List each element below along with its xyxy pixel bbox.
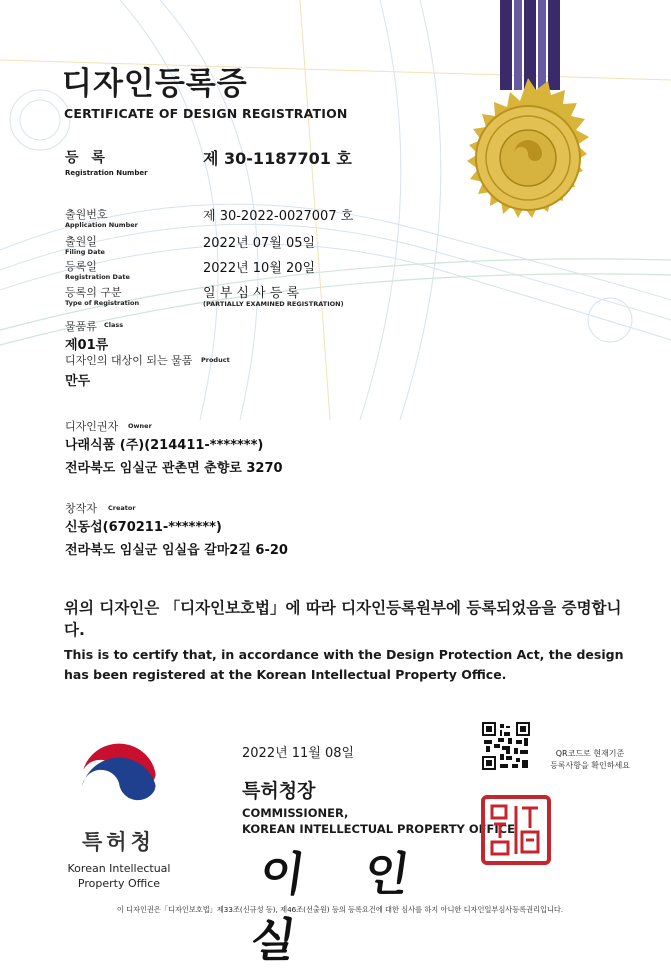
issue-date: 2022년 11월 08일 (242, 746, 355, 761)
owner-name: 나래식품 (주)(214411-*******) (65, 438, 264, 453)
type-label-en: Type of Registration (65, 299, 140, 307)
authority-en-2: KOREAN INTELLECTUAL PROPERTY OFFICE (242, 822, 515, 836)
creator-label: 창작자 (65, 502, 97, 515)
qr-code-icon (482, 722, 530, 770)
owner-label-en: Owner (128, 422, 152, 430)
office-name-ko: 특허청 (82, 830, 155, 854)
application-number: 제 30-2022-0027007 호 (203, 209, 354, 224)
office-name-en-1: Korean Intellectual (67, 862, 171, 875)
application-label: 출원번호 (65, 208, 108, 221)
creator-name: 신동섭(670211-*******) (65, 520, 222, 535)
authority-en-1: COMMISSIONER, (242, 806, 349, 820)
creator-address: 전라북도 임실군 임실읍 갈마2길 6-20 (65, 543, 288, 558)
authority-ko: 특허청장 (242, 780, 316, 802)
qr-note-2: 등록사항을 확인하세요 (550, 761, 630, 770)
document-subtitle: CERTIFICATE OF DESIGN REGISTRATION (64, 106, 348, 121)
filing-label: 출원일 (65, 235, 97, 248)
gold-seal-medal (448, 0, 608, 245)
registration-type: 일 부 심 사 등 록 (203, 286, 300, 301)
registration-date-label-en: Registration Date (65, 273, 130, 281)
signature-text: 이 인 실 (247, 847, 435, 967)
commissioner-signature (247, 838, 456, 967)
registration-type-en: (PARTIALLY EXAMINED REGISTRATION) (203, 300, 344, 308)
footer-note: 이 디자인권은「디자인보호법」제33조(신규성 등), 제46조(선출원) 등의 등록요건에 대한 심사를 하지 아니한 디자인일부심사등록권리입니다. (116, 905, 564, 914)
owner-address: 전라북도 임실군 관촌면 춘향로 3270 (65, 461, 283, 476)
registration-date-label: 등록일 (65, 260, 97, 273)
office-name-en-2: Property Office (77, 877, 161, 890)
kipo-emblem-icon (74, 735, 164, 825)
registration-label: 등 록 (65, 150, 109, 166)
certification-statement-ko: 위의 디자인은 「디자인보호법」에 따라 디자인등록원부에 등록되었음을 증명합니다. (64, 599, 622, 639)
registration-date: 2022년 10월 20일 (203, 261, 316, 276)
registration-label-en: Registration Number (65, 169, 148, 177)
class-label-en: Class (104, 321, 124, 329)
document-title: 디자인등록증 (62, 66, 248, 102)
product-label: 디자인의 대상이 되는 물품 (65, 354, 193, 367)
official-red-seal (480, 794, 552, 866)
filing-label-en: Filing Date (65, 248, 105, 256)
owner-label: 디자인권자 (65, 420, 119, 433)
class-label: 물품류 (65, 320, 97, 333)
registration-number: 제 30-1187701 호 (203, 149, 352, 168)
product-value: 만두 (65, 374, 91, 389)
type-label: 등록의 구분 (65, 286, 122, 299)
creator-label-en: Creator (108, 504, 136, 512)
filing-date: 2022년 07월 05일 (203, 236, 316, 251)
product-label-en: Product (201, 356, 230, 364)
application-label-en: Application Number (65, 221, 138, 229)
qr-note-1: QR코드로 현재기준 (555, 749, 625, 758)
certification-statement-en: This is to certify that, in accordance with the Design Protection Act, the design has been registered at the Korean Intellectual Property Office. (64, 647, 624, 682)
class-value: 제01류 (65, 338, 109, 353)
